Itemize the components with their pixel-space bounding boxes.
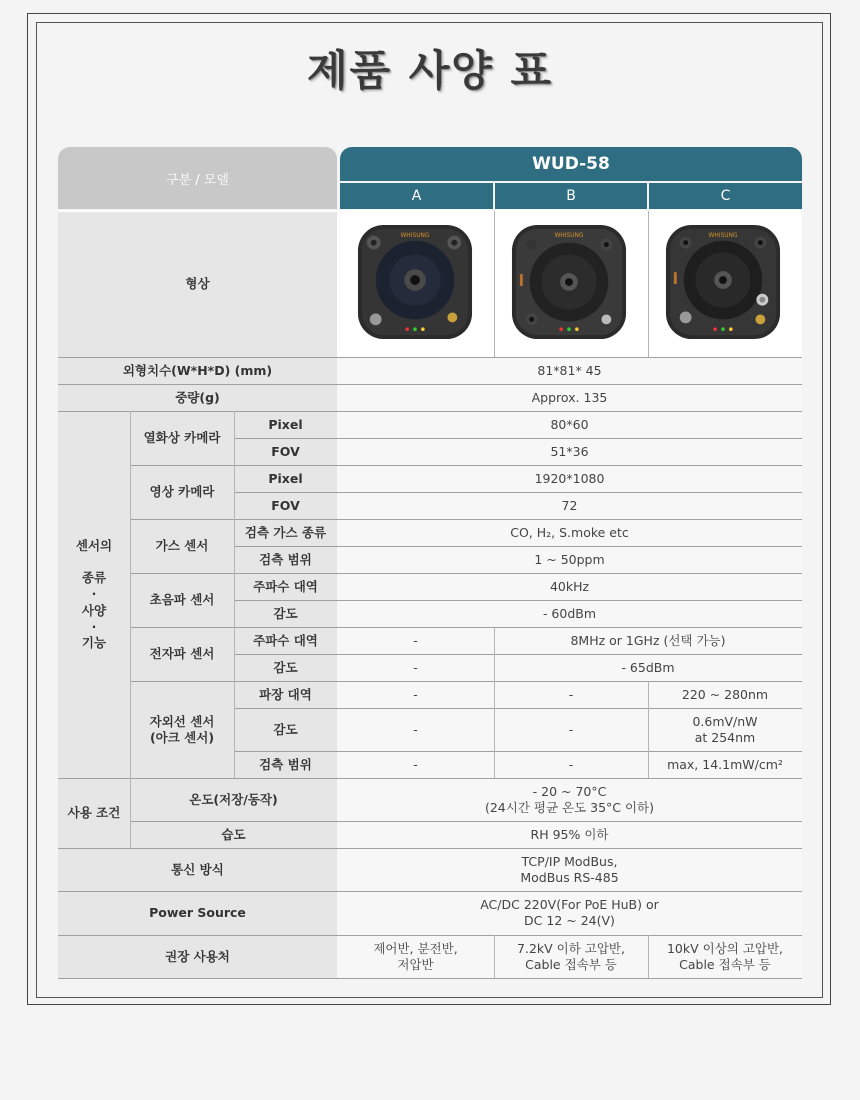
em-band-label: 주파수 대역 <box>234 627 337 654</box>
divider <box>234 600 802 601</box>
em-sensitivity-bc-value: - 65dBm <box>494 654 802 681</box>
temperature-value: - 20 ~ 70°C (24시간 평균 온도 35°C 이하) <box>337 778 802 821</box>
thermal-fov-value: 51*36 <box>337 438 802 465</box>
device-c-image <box>664 223 782 341</box>
ultrasonic-sensitivity-label: 감도 <box>234 600 337 627</box>
gas-range-label: 검측 범위 <box>234 546 337 573</box>
divider <box>234 438 802 439</box>
uv-sensitivity-label: 감도 <box>234 708 337 751</box>
gas-types-value: CO, H₂, S.moke etc <box>337 519 802 546</box>
comm-value: TCP/IP ModBus, ModBus RS-485 <box>337 848 802 891</box>
divider <box>58 384 802 385</box>
dimensions-value: 81*81* 45 <box>337 357 802 384</box>
uv-sensitivity-b-value: - <box>494 708 648 751</box>
divider <box>234 546 802 547</box>
usage-label: 권장 사용처 <box>58 935 337 978</box>
variant-c-header: C <box>649 183 802 209</box>
power-value: AC/DC 220V(For PoE HuB) or DC 12 ~ 24(V) <box>337 891 802 935</box>
divider <box>494 211 495 357</box>
ultrasonic-band-value: 40kHz <box>337 573 802 600</box>
uv-range-b-value: - <box>494 751 648 778</box>
divider <box>130 681 802 682</box>
uv-wavelength-c-value: 220 ~ 280nm <box>648 681 802 708</box>
divider <box>494 627 495 778</box>
temperature-label: 온도(저장/동작) <box>130 778 337 821</box>
divider <box>648 681 649 778</box>
device-brand-text: WHISUNG <box>708 232 738 239</box>
page-title: 제품 사양 표 <box>306 46 554 95</box>
divider <box>130 465 802 466</box>
divider <box>58 935 802 936</box>
video-fov-value: 72 <box>337 492 802 519</box>
divider <box>234 751 802 752</box>
divider <box>130 821 802 822</box>
ultrasonic-band-label: 주파수 대역 <box>234 573 337 600</box>
gas-sensor-label: 가스 센서 <box>130 519 234 573</box>
em-band-bc-value: 8MHz or 1GHz (선택 가능) <box>494 627 802 654</box>
usage-c-value: 10kV 이상의 고압반, Cable 접속부 등 <box>648 935 802 978</box>
uv-wavelength-a-value: - <box>337 681 494 708</box>
divider <box>234 411 235 778</box>
divider <box>58 210 802 212</box>
device-brand-text: WHISUNG <box>400 232 430 239</box>
uv-range-label: 검측 범위 <box>234 751 337 778</box>
usage-a-value: 제어반, 분전반, 저압반 <box>337 935 494 978</box>
comm-label: 통신 방식 <box>58 848 337 891</box>
thermal-pixel-label: Pixel <box>234 411 337 438</box>
video-camera-label: 영상 카메라 <box>130 465 234 519</box>
divider <box>58 891 802 892</box>
divider <box>58 411 802 412</box>
sensor-group-label: 센서의 종류 · 사양 · 기능 <box>58 411 130 778</box>
uv-sensitivity-a-value: - <box>337 708 494 751</box>
divider <box>58 848 802 849</box>
device-brand-text: WHISUNG <box>554 232 584 239</box>
weight-label: 중량(g) <box>58 384 337 411</box>
video-fov-label: FOV <box>234 492 337 519</box>
uv-range-c-value: max, 14.1mW/cm² <box>648 751 802 778</box>
ultrasonic-sensor-label: 초음파 센서 <box>130 573 234 627</box>
weight-value: Approx. 135 <box>337 384 802 411</box>
category-model-header: 구분 / 모델 <box>58 147 337 209</box>
em-sensitivity-a-value: - <box>337 654 494 681</box>
divider <box>58 357 802 358</box>
divider <box>234 654 802 655</box>
uv-wavelength-label: 파장 대역 <box>234 681 337 708</box>
conditions-label: 사용 조건 <box>58 778 130 848</box>
divider <box>234 708 802 709</box>
em-band-a-value: - <box>337 627 494 654</box>
variant-a-header: A <box>340 183 493 209</box>
device-a-image <box>356 223 474 341</box>
em-sensitivity-label: 감도 <box>234 654 337 681</box>
uv-sensor-label: 자외선 센서 (아크 센서) <box>130 681 234 778</box>
video-pixel-value: 1920*1080 <box>337 465 802 492</box>
video-pixel-label: Pixel <box>234 465 337 492</box>
thermal-fov-label: FOV <box>234 438 337 465</box>
uv-wavelength-b-value: - <box>494 681 648 708</box>
divider <box>130 519 802 520</box>
dimensions-label: 외형치수(W*H*D) (mm) <box>58 357 337 384</box>
uv-sensitivity-c-value: 0.6mV/nW at 254nm <box>648 708 802 751</box>
divider <box>58 978 802 979</box>
divider <box>234 492 802 493</box>
divider <box>130 573 802 574</box>
divider <box>130 411 131 848</box>
ultrasonic-sensitivity-value: - 60dBm <box>337 600 802 627</box>
em-sensor-label: 전자파 센서 <box>130 627 234 681</box>
humidity-label: 습도 <box>130 821 337 848</box>
shape-label: 형상 <box>58 211 337 357</box>
divider <box>648 211 649 357</box>
power-label: Power Source <box>58 891 337 935</box>
variant-b-header: B <box>495 183 647 209</box>
usage-b-value: 7.2kV 이하 고압반, Cable 접속부 등 <box>494 935 648 978</box>
divider <box>130 627 802 628</box>
uv-range-a-value: - <box>337 751 494 778</box>
thermal-pixel-value: 80*60 <box>337 411 802 438</box>
gas-range-value: 1 ~ 50ppm <box>337 546 802 573</box>
divider <box>58 778 802 779</box>
divider <box>648 935 649 978</box>
device-b-image <box>510 223 628 341</box>
humidity-value: RH 95% 이하 <box>337 821 802 848</box>
thermal-camera-label: 열화상 카메라 <box>130 411 234 465</box>
gas-types-label: 검측 가스 종류 <box>234 519 337 546</box>
model-header: WUD-58 <box>340 147 802 181</box>
divider <box>494 935 495 978</box>
